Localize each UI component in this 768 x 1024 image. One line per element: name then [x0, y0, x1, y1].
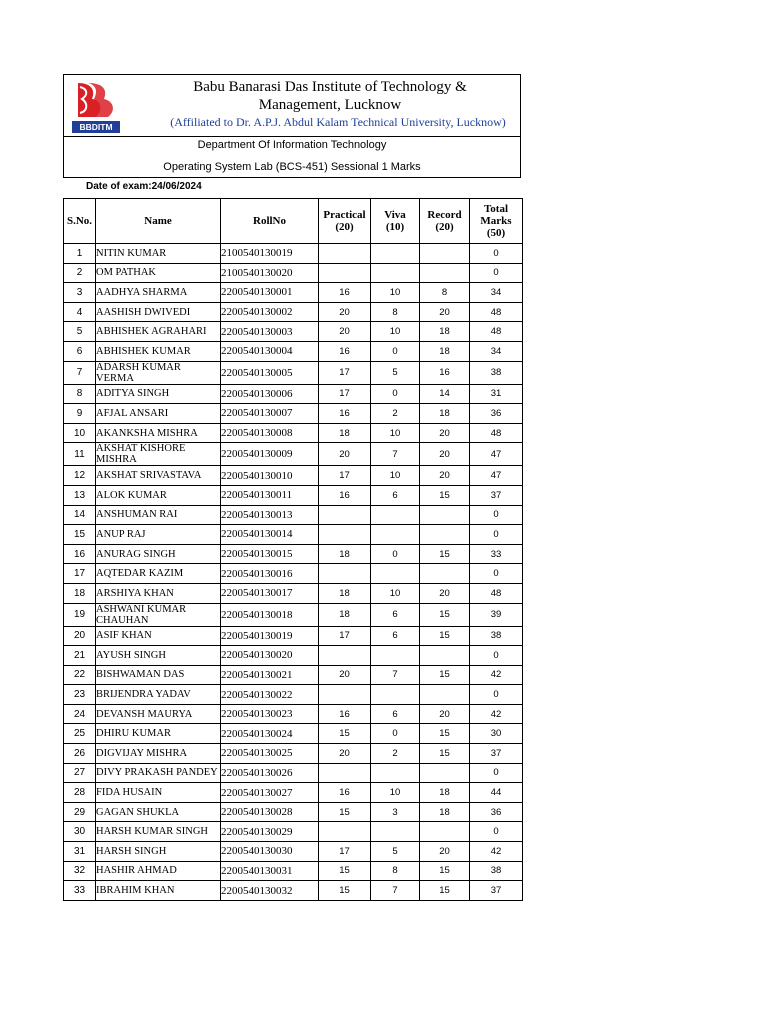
- table-row: [64, 361, 523, 384]
- table-row: [64, 564, 523, 584]
- table-row: [64, 881, 523, 901]
- cell-name: NITIN KUMAR: [96, 244, 221, 264]
- cell-name: GAGAN SHUKLA: [96, 802, 221, 822]
- cell-total: 48: [470, 322, 523, 342]
- table-row: [64, 525, 523, 545]
- cell-practical: [319, 244, 371, 264]
- header-sno: S.No.: [64, 199, 96, 244]
- cell-sno: 33: [64, 881, 96, 901]
- cell-name: ANSHUMAN RAI: [96, 505, 221, 525]
- cell-sno: 28: [64, 783, 96, 803]
- cell-roll: 2200540130029: [221, 822, 319, 842]
- table-row: [64, 842, 523, 862]
- cell-viva: [371, 564, 420, 584]
- cell-sno: 26: [64, 744, 96, 764]
- cell-roll: 2200540130015: [221, 544, 319, 564]
- subject-title: Operating System Lab (BCS-451) Sessional 1 Marks: [163, 161, 421, 173]
- cell-practical: [319, 822, 371, 842]
- table-row: [64, 263, 523, 283]
- cell-total: 47: [470, 443, 523, 466]
- cell-total: 33: [470, 544, 523, 564]
- cell-total: 0: [470, 244, 523, 264]
- table-row: [64, 244, 523, 264]
- cell-viva: 2: [371, 404, 420, 424]
- header-record: Record (20): [420, 199, 470, 244]
- cell-viva: [371, 505, 420, 525]
- cell-roll: 2200540130006: [221, 384, 319, 404]
- cell-practical: [319, 564, 371, 584]
- cell-record: 18: [420, 802, 470, 822]
- cell-total: 31: [470, 384, 523, 404]
- table-row: [64, 583, 523, 603]
- table-row: [64, 404, 523, 424]
- cell-name: AADHYA SHARMA: [96, 283, 221, 303]
- cell-name: AKSHAT SRIVASTAVA: [96, 466, 221, 486]
- cell-record: [420, 505, 470, 525]
- table-row: [64, 485, 523, 505]
- cell-practical: [319, 685, 371, 705]
- cell-practical: 20: [319, 443, 371, 466]
- cell-roll: 2200540130021: [221, 665, 319, 685]
- cell-viva: [371, 763, 420, 783]
- cell-sno: 2: [64, 263, 96, 283]
- cell-roll: 2200540130026: [221, 763, 319, 783]
- cell-practical: [319, 646, 371, 666]
- cell-viva: 10: [371, 783, 420, 803]
- cell-roll: 2200540130016: [221, 564, 319, 584]
- cell-viva: 0: [371, 544, 420, 564]
- table-row: [64, 443, 523, 466]
- table-row: [64, 302, 523, 322]
- table-row: [64, 341, 523, 361]
- table-row: [64, 783, 523, 803]
- exam-date: Date of exam:24/06/2024: [86, 181, 202, 192]
- cell-record: 15: [420, 603, 470, 626]
- cell-practical: 15: [319, 724, 371, 744]
- institute-header: [63, 74, 521, 136]
- logo-text: BBDITM: [79, 122, 113, 132]
- cell-record: 15: [420, 861, 470, 881]
- cell-roll: 2200540130019: [221, 626, 319, 646]
- bbditm-logo: [70, 79, 122, 135]
- cell-record: 18: [420, 404, 470, 424]
- cell-record: [420, 525, 470, 545]
- cell-practical: 17: [319, 466, 371, 486]
- header-roll: RollNo: [221, 199, 319, 244]
- cell-viva: 5: [371, 842, 420, 862]
- cell-total: 34: [470, 283, 523, 303]
- cell-total: 0: [470, 564, 523, 584]
- cell-roll: 2200540130003: [221, 322, 319, 342]
- cell-total: 42: [470, 704, 523, 724]
- cell-viva: 0: [371, 384, 420, 404]
- table-row: [64, 744, 523, 764]
- table-row: [64, 322, 523, 342]
- cell-record: 18: [420, 322, 470, 342]
- cell-name: DEVANSH MAURYA: [96, 704, 221, 724]
- cell-practical: 20: [319, 744, 371, 764]
- table-row: [64, 603, 523, 626]
- cell-practical: 20: [319, 665, 371, 685]
- cell-total: 37: [470, 744, 523, 764]
- cell-total: 42: [470, 842, 523, 862]
- cell-viva: 10: [371, 423, 420, 443]
- cell-record: 18: [420, 341, 470, 361]
- cell-name: IBRAHIM KHAN: [96, 881, 221, 901]
- cell-practical: 17: [319, 384, 371, 404]
- cell-viva: 7: [371, 443, 420, 466]
- cell-roll: 2200540130004: [221, 341, 319, 361]
- cell-total: 39: [470, 603, 523, 626]
- table-row: [64, 802, 523, 822]
- cell-viva: 6: [371, 704, 420, 724]
- cell-name: DIVY PRAKASH PANDEY: [96, 763, 221, 783]
- cell-sno: 16: [64, 544, 96, 564]
- cell-viva: 10: [371, 283, 420, 303]
- cell-sno: 30: [64, 822, 96, 842]
- cell-sno: 3: [64, 283, 96, 303]
- cell-sno: 29: [64, 802, 96, 822]
- cell-name: AASHISH DWIVEDI: [96, 302, 221, 322]
- cell-viva: [371, 685, 420, 705]
- cell-total: 42: [470, 665, 523, 685]
- cell-roll: 2200540130007: [221, 404, 319, 424]
- table-row: [64, 544, 523, 564]
- cell-sno: 21: [64, 646, 96, 666]
- cell-sno: 20: [64, 626, 96, 646]
- table-row: [64, 505, 523, 525]
- cell-name: ANUP RAJ: [96, 525, 221, 545]
- header-practical: Practical (20): [319, 199, 371, 244]
- cell-practical: 17: [319, 842, 371, 862]
- cell-total: 0: [470, 685, 523, 705]
- cell-practical: 20: [319, 302, 371, 322]
- cell-practical: 18: [319, 583, 371, 603]
- cell-practical: 16: [319, 404, 371, 424]
- cell-record: 20: [420, 302, 470, 322]
- cell-viva: [371, 244, 420, 264]
- cell-practical: 17: [319, 361, 371, 384]
- table-body: [64, 244, 523, 901]
- cell-sno: 15: [64, 525, 96, 545]
- cell-sno: 7: [64, 361, 96, 384]
- cell-total: 0: [470, 763, 523, 783]
- cell-practical: 16: [319, 485, 371, 505]
- cell-name: DIGVIJAY MISHRA: [96, 744, 221, 764]
- cell-roll: 2200540130010: [221, 466, 319, 486]
- cell-record: 18: [420, 783, 470, 803]
- cell-roll: 2200540130001: [221, 283, 319, 303]
- cell-record: [420, 822, 470, 842]
- cell-roll: 2200540130030: [221, 842, 319, 862]
- cell-viva: 0: [371, 341, 420, 361]
- department-title: Department Of Information Technology: [197, 139, 387, 151]
- cell-practical: 16: [319, 783, 371, 803]
- cell-practical: [319, 763, 371, 783]
- cell-viva: 7: [371, 665, 420, 685]
- table-header-row: [64, 199, 523, 244]
- cell-sno: 12: [64, 466, 96, 486]
- cell-name: AYUSH SINGH: [96, 646, 221, 666]
- cell-roll: 2200540130024: [221, 724, 319, 744]
- cell-name: ADARSH KUMAR VERMA: [96, 361, 221, 384]
- cell-name: BRIJENDRA YADAV: [96, 685, 221, 705]
- table-row: [64, 423, 523, 443]
- cell-sno: 5: [64, 322, 96, 342]
- table-row: [64, 384, 523, 404]
- cell-practical: 16: [319, 704, 371, 724]
- cell-sno: 18: [64, 583, 96, 603]
- cell-record: 20: [420, 704, 470, 724]
- marks-table: [63, 198, 523, 901]
- cell-roll: 2100540130020: [221, 263, 319, 283]
- cell-name: ADITYA SINGH: [96, 384, 221, 404]
- cell-name: AQTEDAR KAZIM: [96, 564, 221, 584]
- cell-roll: 2200540130011: [221, 485, 319, 505]
- cell-viva: 8: [371, 302, 420, 322]
- cell-record: 15: [420, 665, 470, 685]
- cell-sno: 8: [64, 384, 96, 404]
- cell-sno: 1: [64, 244, 96, 264]
- cell-name: ASHWANI KUMAR CHAUHAN: [96, 603, 221, 626]
- cell-record: 14: [420, 384, 470, 404]
- cell-roll: 2200540130032: [221, 881, 319, 901]
- cell-roll: 2100540130019: [221, 244, 319, 264]
- cell-record: 20: [420, 466, 470, 486]
- cell-name: ABHISHEK KUMAR: [96, 341, 221, 361]
- cell-roll: 2200540130027: [221, 783, 319, 803]
- cell-name: ARSHIYA KHAN: [96, 583, 221, 603]
- cell-viva: [371, 822, 420, 842]
- cell-roll: 2200540130028: [221, 802, 319, 822]
- cell-roll: 2200540130017: [221, 583, 319, 603]
- cell-practical: 15: [319, 881, 371, 901]
- cell-practical: [319, 505, 371, 525]
- cell-total: 0: [470, 505, 523, 525]
- cell-sno: 24: [64, 704, 96, 724]
- table-row: [64, 466, 523, 486]
- cell-roll: 2200540130014: [221, 525, 319, 545]
- department-box: [63, 136, 521, 178]
- cell-total: 44: [470, 783, 523, 803]
- cell-name: ABHISHEK AGRAHARI: [96, 322, 221, 342]
- cell-roll: 2200540130031: [221, 861, 319, 881]
- cell-record: 15: [420, 724, 470, 744]
- cell-viva: 6: [371, 603, 420, 626]
- cell-name: ALOK KUMAR: [96, 485, 221, 505]
- table-row: [64, 822, 523, 842]
- cell-sno: 6: [64, 341, 96, 361]
- cell-viva: 6: [371, 626, 420, 646]
- affiliation-text: (Affiliated to Dr. A.P.J. Abdul Kalam Technical University, Lucknow): [170, 115, 506, 129]
- cell-total: 37: [470, 881, 523, 901]
- cell-viva: 8: [371, 861, 420, 881]
- cell-sno: 31: [64, 842, 96, 862]
- institute-name-line2: Management, Lucknow: [258, 97, 402, 113]
- table-row: [64, 704, 523, 724]
- cell-roll: 2200540130020: [221, 646, 319, 666]
- cell-practical: 16: [319, 283, 371, 303]
- cell-roll: 2200540130018: [221, 603, 319, 626]
- cell-practical: 16: [319, 341, 371, 361]
- table-row: [64, 283, 523, 303]
- cell-total: 34: [470, 341, 523, 361]
- cell-name: HASHIR AHMAD: [96, 861, 221, 881]
- cell-sno: 13: [64, 485, 96, 505]
- cell-record: [420, 763, 470, 783]
- cell-name: ASIF KHAN: [96, 626, 221, 646]
- cell-sno: 27: [64, 763, 96, 783]
- cell-total: 38: [470, 861, 523, 881]
- cell-name: BISHWAMAN DAS: [96, 665, 221, 685]
- cell-name: OM PATHAK: [96, 263, 221, 283]
- header-viva: Viva (10): [371, 199, 420, 244]
- cell-record: 20: [420, 423, 470, 443]
- header-total: Total Marks (50): [470, 199, 523, 244]
- cell-viva: 2: [371, 744, 420, 764]
- cell-record: 20: [420, 583, 470, 603]
- cell-total: 0: [470, 263, 523, 283]
- cell-roll: 2200540130002: [221, 302, 319, 322]
- cell-practical: 20: [319, 322, 371, 342]
- cell-practical: 18: [319, 544, 371, 564]
- cell-practical: 18: [319, 423, 371, 443]
- cell-practical: 15: [319, 802, 371, 822]
- cell-sno: 4: [64, 302, 96, 322]
- table-row: [64, 763, 523, 783]
- cell-name: AKANKSHA MISHRA: [96, 423, 221, 443]
- cell-name: HARSH SINGH: [96, 842, 221, 862]
- table-row: [64, 626, 523, 646]
- cell-viva: 10: [371, 466, 420, 486]
- table-row: [64, 646, 523, 666]
- cell-name: HARSH KUMAR SINGH: [96, 822, 221, 842]
- cell-practical: [319, 525, 371, 545]
- cell-record: 15: [420, 544, 470, 564]
- cell-viva: [371, 646, 420, 666]
- cell-record: [420, 685, 470, 705]
- cell-record: [420, 244, 470, 264]
- cell-roll: 2200540130005: [221, 361, 319, 384]
- cell-total: 38: [470, 361, 523, 384]
- cell-total: 48: [470, 583, 523, 603]
- cell-record: 20: [420, 443, 470, 466]
- cell-total: 38: [470, 626, 523, 646]
- cell-total: 37: [470, 485, 523, 505]
- cell-record: [420, 263, 470, 283]
- table-row: [64, 724, 523, 744]
- cell-practical: 15: [319, 861, 371, 881]
- cell-roll: 2200540130022: [221, 685, 319, 705]
- cell-sno: 14: [64, 505, 96, 525]
- cell-sno: 9: [64, 404, 96, 424]
- cell-total: 48: [470, 423, 523, 443]
- cell-practical: 17: [319, 626, 371, 646]
- cell-viva: 6: [371, 485, 420, 505]
- cell-viva: 10: [371, 322, 420, 342]
- cell-record: 15: [420, 744, 470, 764]
- cell-total: 0: [470, 525, 523, 545]
- cell-name: DHIRU KUMAR: [96, 724, 221, 744]
- cell-record: [420, 564, 470, 584]
- cell-sno: 23: [64, 685, 96, 705]
- cell-total: 47: [470, 466, 523, 486]
- table-row: [64, 665, 523, 685]
- cell-total: 36: [470, 404, 523, 424]
- cell-viva: 0: [371, 724, 420, 744]
- cell-record: 16: [420, 361, 470, 384]
- cell-roll: 2200540130013: [221, 505, 319, 525]
- cell-record: 20: [420, 842, 470, 862]
- cell-viva: 5: [371, 361, 420, 384]
- cell-sno: 32: [64, 861, 96, 881]
- cell-roll: 2200540130023: [221, 704, 319, 724]
- cell-sno: 25: [64, 724, 96, 744]
- cell-roll: 2200540130025: [221, 744, 319, 764]
- cell-total: 30: [470, 724, 523, 744]
- cell-sno: 11: [64, 443, 96, 466]
- cell-record: 15: [420, 626, 470, 646]
- cell-total: 0: [470, 822, 523, 842]
- cell-total: 48: [470, 302, 523, 322]
- cell-viva: [371, 525, 420, 545]
- cell-viva: 10: [371, 583, 420, 603]
- cell-sno: 22: [64, 665, 96, 685]
- cell-record: 15: [420, 485, 470, 505]
- table-row: [64, 685, 523, 705]
- cell-roll: 2200540130009: [221, 443, 319, 466]
- cell-record: [420, 646, 470, 666]
- cell-sno: 10: [64, 423, 96, 443]
- header-name: Name: [96, 199, 221, 244]
- institute-name-line1: Babu Banarasi Das Institute of Technology &: [193, 79, 467, 95]
- cell-name: ANURAG SINGH: [96, 544, 221, 564]
- cell-name: FIDA HUSAIN: [96, 783, 221, 803]
- cell-roll: 2200540130008: [221, 423, 319, 443]
- cell-practical: 18: [319, 603, 371, 626]
- cell-record: 8: [420, 283, 470, 303]
- cell-viva: 3: [371, 802, 420, 822]
- cell-name: AKSHAT KISHORE MISHRA: [96, 443, 221, 466]
- cell-viva: [371, 263, 420, 283]
- table-row: [64, 861, 523, 881]
- cell-viva: 7: [371, 881, 420, 901]
- cell-total: 0: [470, 646, 523, 666]
- cell-record: 15: [420, 881, 470, 901]
- cell-sno: 17: [64, 564, 96, 584]
- cell-sno: 19: [64, 603, 96, 626]
- cell-practical: [319, 263, 371, 283]
- cell-name: AFJAL ANSARI: [96, 404, 221, 424]
- cell-total: 36: [470, 802, 523, 822]
